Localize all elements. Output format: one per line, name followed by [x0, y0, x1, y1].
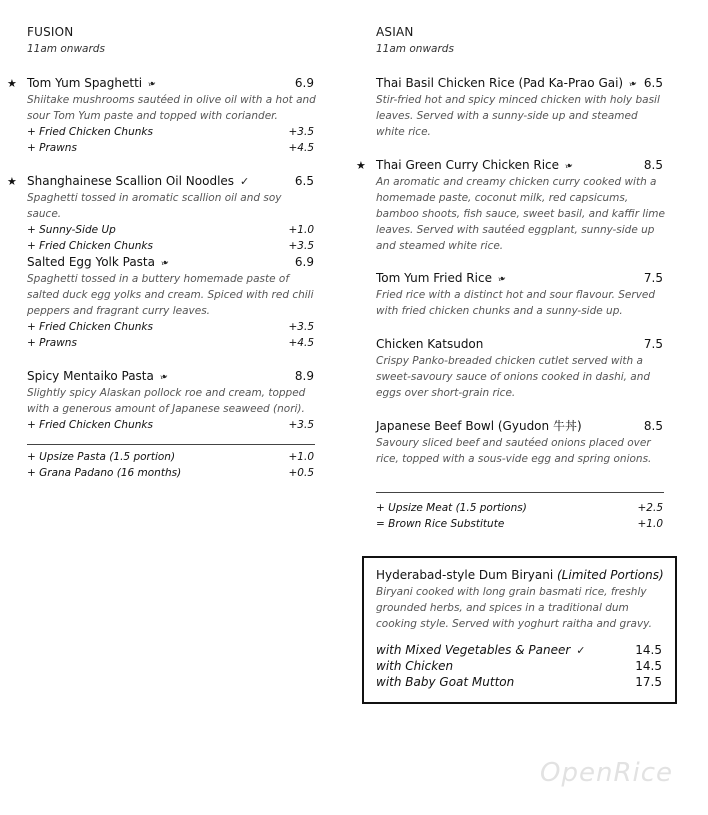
variant-name: with Baby Goat Mutton: [376, 675, 515, 689]
addon-name: + Sunny-Side Up: [27, 224, 116, 236]
addon-price: +0.5: [288, 467, 314, 479]
chili-icon: ❧: [146, 77, 159, 92]
item-price: 7.5: [643, 271, 663, 285]
addon-price: +1.0: [288, 451, 314, 463]
addon-name: + Upsize Pasta (1.5 portion): [27, 451, 176, 463]
variant-name: with Chicken: [376, 659, 454, 673]
item-name: Chicken Katsudon: [376, 337, 484, 351]
section-divider: [376, 492, 664, 493]
addon-price: +4.5: [288, 337, 314, 349]
menu-item-scallion-oil-noodles: [7, 173, 317, 254]
item-price: 8.5: [643, 158, 663, 172]
item-name: Thai Green Curry Chicken Rice: [376, 158, 560, 172]
addon-row: [27, 335, 317, 351]
item-description: Crispy Panko-breaded chicken cutlet served with a sweet-savoury sauce of onions cooked in dashi, and eggs over short-grain rice.: [376, 355, 651, 399]
item-name: Japanese Beef Bowl (Gyudon 牛丼): [376, 419, 582, 433]
item-price: 6.5: [294, 174, 314, 188]
item-description: Savoury sliced beef and sautéed onions placed over rice, topped with a sous-vide egg and spring onions.: [376, 437, 652, 465]
item-description: Spaghetti tossed in a buttery homemade paste of salted duck egg yolks and cream. Spiced with red chili peppers and fragrant curry leaves.: [27, 273, 314, 317]
addon-row: [27, 449, 317, 465]
vegetarian-icon: ✓: [576, 644, 586, 657]
biryani-note: (Limited Portions): [557, 568, 664, 582]
biryani-variant-row: [376, 642, 668, 658]
item-description: Shiitake mushrooms sautéed in olive oil with a hot and sour Tom Yum paste and topped with coriander.: [27, 94, 316, 122]
fusion-extras: [27, 449, 317, 481]
biryani-name: Hyderabad-style Dum Biryani: [376, 568, 554, 582]
menu-item-chicken-katsudon: [376, 336, 666, 401]
addon-price: +3.5: [288, 240, 314, 252]
star-icon: ★: [356, 159, 366, 172]
item-description: Slightly spicy Alaskan pollock roe and cream, topped with a generous amount of Japanese seaweed (nori).: [27, 387, 306, 415]
menu-item-thai-green-curry: [356, 157, 666, 254]
addon-price: +1.0: [288, 224, 314, 236]
item-description: An aromatic and creamy chicken curry cooked with a homemade paste, coconut milk, red capsicums, bamboo shoots, fish sauce, sweet basil, and kaffir lime leaves. Served with sautéed eggplant, sunny-side up and steamed white rice.: [376, 176, 665, 252]
menu-item-tom-yum-spaghetti: [7, 75, 317, 156]
addon-name: + Fried Chicken Chunks: [27, 419, 153, 431]
chili-icon: ❧: [158, 370, 170, 385]
addon-name: = Brown Rice Substitute: [376, 518, 505, 530]
section-hours-asian: 11am onwards: [376, 43, 454, 55]
star-icon: ★: [7, 175, 17, 188]
biryani-variant-row: [376, 658, 668, 674]
item-name: Shanghainese Scallion Oil Noodles: [27, 174, 235, 188]
addon-price: +1.0: [637, 518, 663, 530]
item-description: Fried rice with a distinct hot and sour flavour. Served with fried chicken chunks and a sunny-side up.: [376, 289, 656, 317]
addon-row: [376, 500, 666, 516]
item-price: 6.5: [643, 76, 663, 90]
chili-icon: ❧: [563, 159, 576, 174]
star-icon: ★: [7, 77, 17, 90]
biryani-special-box: [362, 556, 677, 704]
variant-price: 14.5: [635, 643, 662, 657]
addon-price: +3.5: [288, 321, 314, 333]
addon-name: + Fried Chicken Chunks: [27, 321, 153, 333]
chili-icon: ❧: [496, 272, 508, 287]
chili-icon: ❧: [159, 256, 172, 271]
addon-price: +3.5: [288, 419, 314, 431]
asian-extras: [376, 500, 666, 532]
addon-name: + Upsize Meat (1.5 portions): [376, 502, 527, 514]
menu-item-thai-basil-chicken-rice: [376, 75, 666, 140]
section-hours-fusion: 11am onwards: [27, 43, 105, 55]
vegetarian-icon: ✓: [240, 175, 250, 188]
biryani-title: [376, 567, 668, 584]
item-price: 6.9: [294, 76, 314, 90]
addon-name: + Prawns: [27, 337, 77, 349]
menu-item-spicy-mentaiko-pasta: [27, 368, 317, 433]
biryani-description: Biryani cooked with long grain basmati rice, freshly grounded herbs, and spices in a traditional dum cooking style. Served with yoghurt raitha and gravy.: [376, 586, 652, 630]
biryani-variant-row: [376, 674, 668, 690]
item-price: 8.9: [294, 369, 314, 383]
item-name: Thai Basil Chicken Rice (Pad Ka-Prao Gai): [376, 76, 624, 90]
section-title-fusion: FUSION: [27, 25, 74, 39]
item-price: 7.5: [643, 337, 663, 351]
item-name: Salted Egg Yolk Pasta: [27, 255, 155, 269]
item-description: Stir-fried hot and spicy minced chicken with holy basil leaves. Served with a sunny-side up and steamed white rice.: [376, 94, 660, 138]
section-title-asian: ASIAN: [376, 25, 414, 39]
variant-price: 17.5: [635, 675, 662, 689]
item-name: Tom Yum Spaghetti: [27, 76, 143, 90]
addon-row: [27, 222, 317, 238]
item-name: Tom Yum Fried Rice: [376, 271, 492, 285]
addon-row: [27, 417, 317, 433]
item-name: Spicy Mentaiko Pasta: [27, 369, 154, 383]
item-price: 6.9: [294, 255, 314, 269]
menu-item-tom-yum-fried-rice: [376, 270, 666, 319]
addon-name: + Prawns: [27, 142, 77, 154]
addon-row: [376, 516, 666, 532]
item-price: 8.5: [643, 419, 663, 433]
addon-name: + Fried Chicken Chunks: [27, 126, 153, 138]
addon-price: +3.5: [288, 126, 314, 138]
openrice-watermark: OpenRice: [540, 758, 674, 788]
addon-row: [27, 319, 317, 335]
item-description: Spaghetti tossed in aromatic scallion oil and soy sauce.: [27, 192, 282, 220]
chili-icon: ❧: [627, 77, 640, 92]
addon-row: [27, 124, 317, 140]
addon-price: +2.5: [637, 502, 663, 514]
addon-name: + Grana Padano (16 months): [27, 467, 182, 479]
section-divider: [27, 444, 315, 445]
addon-name: + Fried Chicken Chunks: [27, 240, 153, 252]
addon-price: +4.5: [288, 142, 314, 154]
menu-item-gyudon: [376, 418, 666, 467]
menu-item-salted-egg-yolk-pasta: [27, 254, 317, 351]
addon-row: [27, 238, 317, 254]
addon-row: [27, 140, 317, 156]
variant-name: with Mixed Vegetables & Paneer: [376, 643, 571, 657]
addon-row: [27, 465, 317, 481]
variant-price: 14.5: [635, 659, 662, 673]
